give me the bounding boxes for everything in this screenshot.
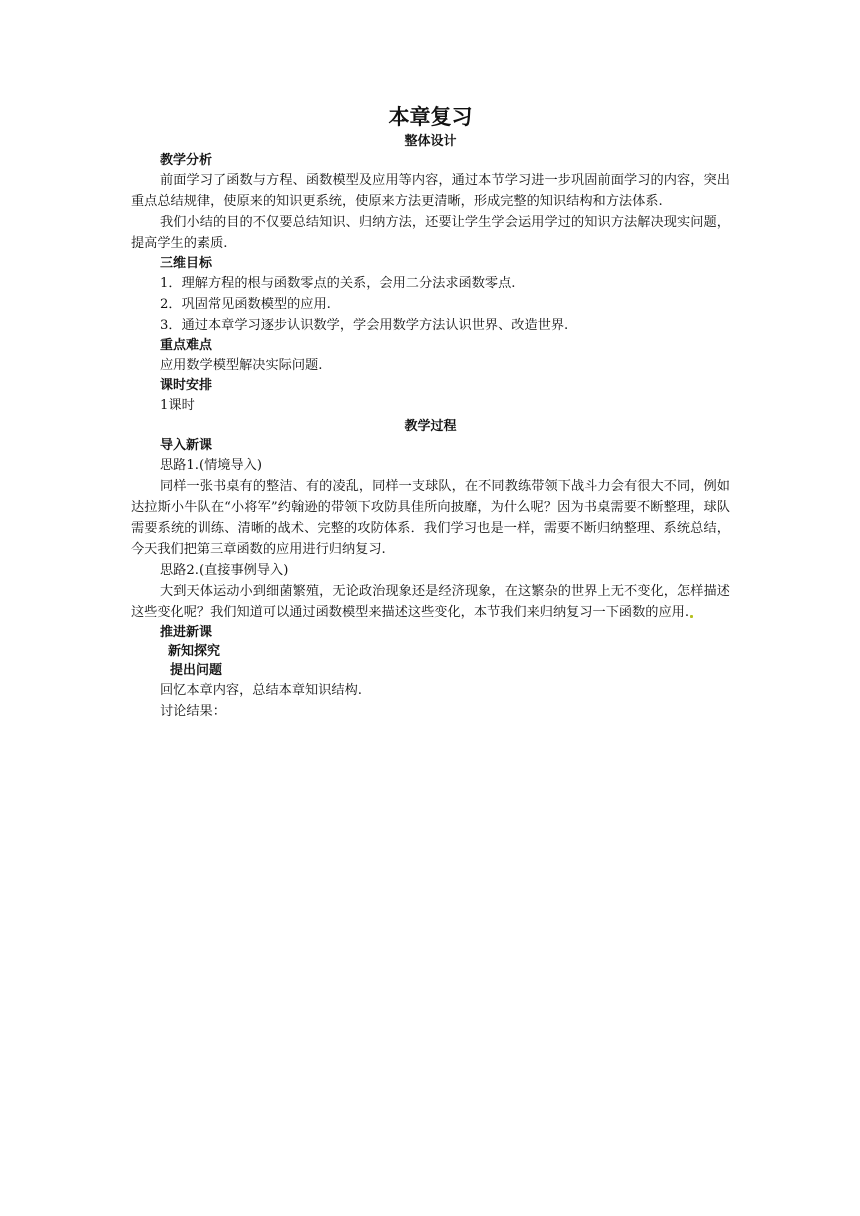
question-heading: 提出问题	[170, 663, 223, 678]
explore-heading: 新知探究	[168, 644, 221, 659]
goal-item-2: 2．巩固常见函数模型的应用.	[160, 297, 331, 312]
idea-1-label: 思路1.(情境导入)	[160, 458, 262, 473]
goal-item-3: 3．通过本章学习逐步认识数学，学会用数学方法认识世界、改造世界.	[160, 318, 569, 333]
idea-1-text: 同样一张书桌有的整洁、有的凌乱，同样一支球队，在不同教练带领下战斗力会有很大不同，例如达拉斯小牛队在“小将军”约翰逊的带领下攻防具佳所向披靡，为什么呢？因为书桌需要不断整理，球队需要系统的训练、清晰的战术、完整的攻防体系．我们学习也是一样，需要不断归纳整理、系统总结，今天我们把第三章函数的应用进行归纳复习.	[131, 479, 730, 557]
schedule-heading: 课时安排	[160, 378, 213, 393]
question-text: 回忆本章内容，总结本章知识结构.	[160, 683, 363, 698]
intro-heading: 导入新课	[160, 438, 213, 453]
goal-item-1: 1．理解方程的根与函数零点的关系，会用二分法求函数零点.	[160, 276, 516, 291]
decorative-dot-icon	[690, 615, 693, 618]
goals-heading: 三维目标	[160, 256, 213, 271]
analysis-paragraph-2: 我们小结的目的不仅要总结知识、归纳方法，还要让学生学会运用学过的知识方法解决现实问题，提高学生的素质.	[131, 215, 730, 251]
analysis-heading: 教学分析	[160, 153, 213, 168]
idea-2-text	[131, 581, 730, 623]
analysis-paragraph-1: 前面学习了函数与方程、函数模型及应用等内容，通过本节学习进一步巩固前面学习的内容，突出重点总结规律，使原来的知识更系统，使原来方法更清晰，形成完整的知识结构和方法体系.	[131, 173, 730, 209]
idea-2-label: 思路2.(直接事例导入)	[160, 563, 289, 578]
document-title: 本章复习	[388, 105, 473, 129]
key-points-heading: 重点难点	[160, 338, 213, 353]
process-heading: 教学过程	[404, 419, 457, 434]
schedule-text: 1课时	[160, 398, 195, 413]
key-points-text: 应用数学模型解决实际问题.	[160, 358, 323, 373]
document-subtitle: 整体设计	[404, 134, 457, 149]
advance-heading: 推进新课	[160, 625, 213, 640]
document-content	[131, 103, 730, 722]
idea-2-text-body: 大到天体运动小到细菌繁殖，无论政治现象还是经济现象，在这繁杂的世界上无不变化，怎样描述这些变化呢？我们知道可以通过函数模型来描述这些变化，本节我们来归纳复习一下函数的应用.	[131, 584, 730, 620]
discussion-label: 讨论结果：	[160, 704, 226, 719]
